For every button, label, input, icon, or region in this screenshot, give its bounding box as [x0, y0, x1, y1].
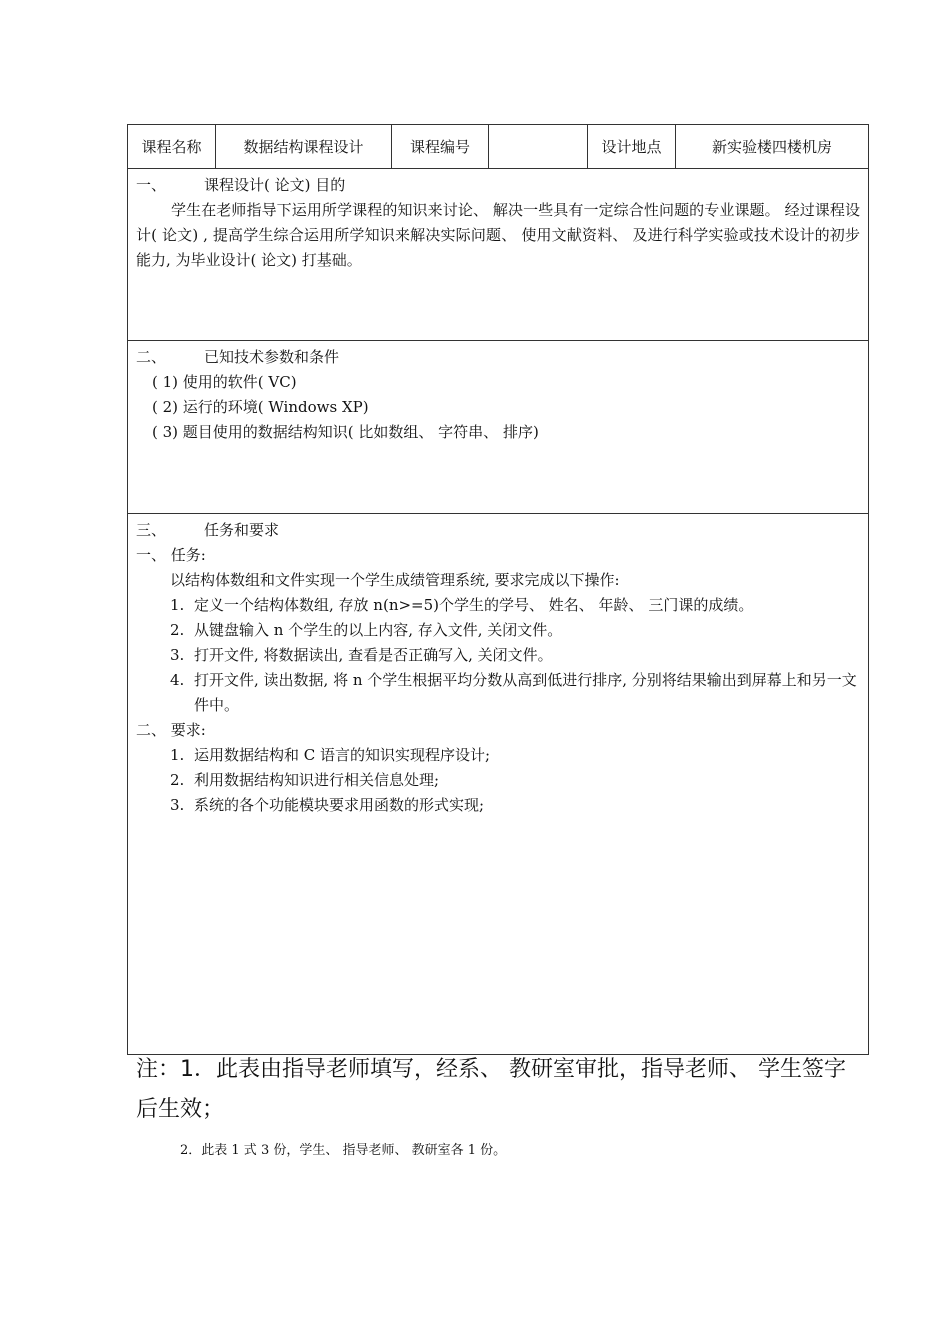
item-number: 2. — [170, 621, 185, 639]
section-heading: 课程设计( 论文) 目的 — [204, 176, 346, 194]
requirement-list — [136, 743, 860, 818]
form-header-row — [128, 125, 868, 169]
task-heading: 一、 任务: — [136, 546, 206, 564]
section-purpose — [128, 169, 868, 341]
section-heading: 任务和要求 — [204, 521, 280, 539]
condition-item: ( 1) 使用的软件( VC) — [152, 373, 297, 391]
item-number: 3. — [170, 646, 185, 664]
list-item — [170, 793, 860, 818]
list-item — [170, 618, 860, 643]
item-number: 3. — [170, 796, 185, 814]
section-title — [136, 518, 860, 543]
course-code-value — [489, 125, 588, 168]
item-number: 2. — [170, 771, 185, 789]
item-text: 打开文件, 将数据读出, 查看是否正确写入, 关闭文件。 — [194, 646, 553, 664]
task-list — [136, 593, 860, 718]
location-value: 新实验楼四楼机房 — [711, 138, 832, 156]
section-number: 二、 — [136, 348, 167, 366]
item-text: 打开文件, 读出数据, 将 n 个学生根据平均分数从高到低进行排序, 分别将结果输出到屏幕上和另一文件中。 — [194, 671, 857, 714]
task-intro: 以结构体数组和文件实现一个学生成绩管理系统, 要求完成以下操作: — [170, 571, 620, 589]
list-item — [170, 768, 860, 793]
section-number: 一、 — [136, 176, 167, 194]
section-heading: 已知技术参数和条件 — [204, 348, 340, 366]
item-number: 1. — [170, 596, 185, 614]
section-title — [136, 173, 860, 198]
course-name-value: 数据结构课程设计 — [216, 125, 392, 168]
list-item — [170, 593, 860, 618]
item-number: 1. — [170, 746, 185, 764]
footnote-secondary: 2．此表 1 式 3 份，学生、 指导老师、 教研室各 1 份。 — [180, 1143, 507, 1158]
section-number: 三、 — [136, 521, 167, 539]
item-text: 定义一个结构体数组, 存放 n(n>=5)个学生的学号、 姓名、 年龄、 三门课的成绩。 — [194, 596, 754, 614]
course-name-label: 课程名称 — [128, 125, 216, 168]
item-text: 利用数据结构知识进行相关信息处理; — [194, 771, 440, 789]
location-label: 设计地点 — [588, 125, 676, 168]
course-code-label: 课程编号 — [392, 125, 489, 168]
item-text: 从键盘输入 n 个学生的以上内容, 存入文件, 关闭文件。 — [194, 621, 563, 639]
list-item — [170, 643, 860, 668]
requirement-heading: 二、 要求: — [136, 721, 206, 739]
condition-item: ( 2) 运行的环境( Windows XP) — [152, 398, 369, 416]
purpose-paragraph: 学生在老师指导下运用所学课程的知识来讨论、 解决一些具有一定综合性问题的专业课题。 经过课程设计( 论文) , 提高学生综合运用所学知识来解决实际问题、 使用文献资料、 及进行科学实验或技术设计的初步能力, 为毕业设计( 论文) 打基础。 — [136, 201, 860, 269]
list-item — [170, 668, 860, 718]
section-conditions — [128, 341, 868, 514]
section-tasks — [128, 514, 868, 1054]
footnote-primary: 注：1．此表由指导老师填写，经系、 教研室审批，指导老师、 学生签字后生效； — [136, 1057, 846, 1122]
list-item — [170, 743, 860, 768]
item-number: 4. — [170, 671, 185, 689]
condition-item: ( 3) 题目使用的数据结构知识( 比如数组、 字符串、 排序) — [152, 423, 539, 441]
section-title — [136, 345, 860, 370]
item-text: 系统的各个功能模块要求用函数的形式实现; — [194, 796, 485, 814]
course-design-form — [127, 124, 869, 1055]
item-text: 运用数据结构和 C 语言的知识实现程序设计; — [194, 746, 491, 764]
